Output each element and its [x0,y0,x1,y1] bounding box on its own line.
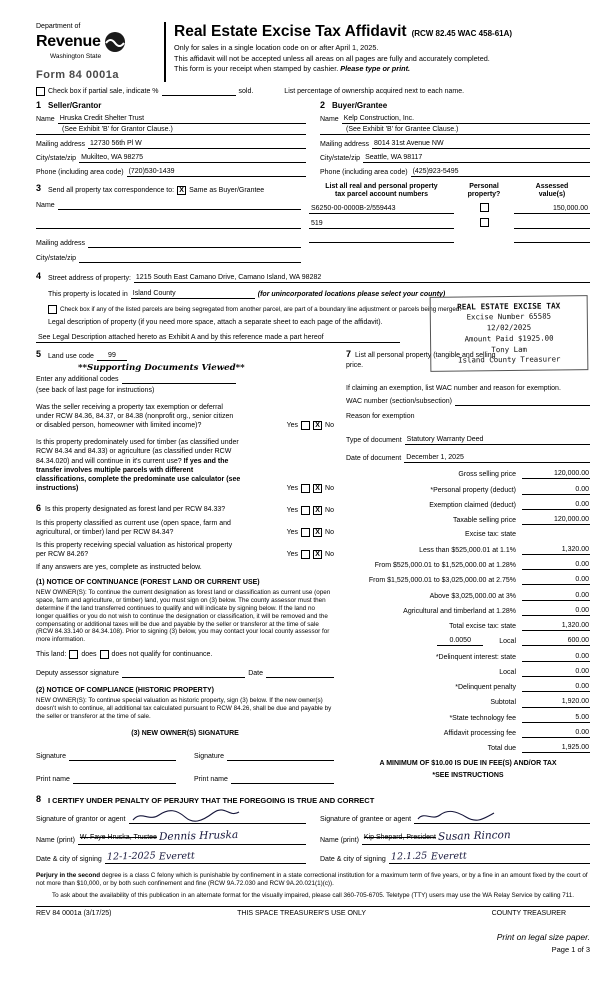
buyer-exhibit-line: (See Exhibit 'B' for Grantee Clause.) [320,125,590,135]
deputy-assessor-signature-field[interactable] [122,669,245,678]
owner1-printname-label: Print name [36,776,70,784]
tier4-field[interactable]: 0.00 [522,591,590,601]
assessed-value-field-3[interactable] [514,233,590,243]
parties-section [36,100,590,177]
parcel-numbers-header [309,183,454,199]
q4-yes-checkbox[interactable] [301,528,310,537]
grantor-date-label: Date & city of signing [36,855,102,863]
header-note-1: Only for sales in a single location code on or after April 1, 2025. [174,43,379,53]
exemption-claimed-field[interactable]: 0.00 [522,500,590,510]
parcel-header-line1: List all real and personal property [325,183,438,191]
document-date-label: Date of document [346,455,402,463]
reason-for-exemption-label: Reason for exemption [346,412,415,420]
parcel-number-field-3[interactable] [309,233,454,243]
agricultural-label: Agricultural and timberland at 1.28% [403,607,516,615]
timber-agriculture-question [36,438,334,493]
owner2-signature-field[interactable] [227,752,334,761]
q4-yes-no-group [287,528,334,537]
tier3-label: From $1,525,000.01 to $3,025,000.00 at 2.75% [368,577,516,585]
owner1-signature-field[interactable] [69,752,176,761]
additional-codes-label: Enter any additional codes [36,375,119,383]
grantee-name-field[interactable] [362,830,590,845]
subtotal-field[interactable]: 1,920.00 [522,697,590,707]
main-columns [36,349,590,784]
answers-yes-note: If any answers are yes, complete as instructed below. [36,563,202,571]
header-note-3 [174,64,590,73]
fin-row-delinquent-interest [346,652,590,662]
treasurer-space-label: THIS SPACE TREASURER'S USE ONLY [237,909,366,917]
personal-header-line2: property? [467,191,501,199]
total-due-label: Total due [487,745,516,753]
title-block [164,22,590,82]
send-correspondence-label: Send all property tax correspondence to: [48,186,175,194]
owner2-signature-label: Signature [194,753,224,761]
tier2-field[interactable]: 0.00 [522,560,590,570]
stamp-excise-number: Excise Number 65585 [466,311,552,322]
this-land-label: This land: [36,651,67,659]
q1-yes-no-group [287,421,334,430]
delinquent-interest-state-label: *Delinquent interest: state [435,653,516,661]
wac-number-label: WAC number (section/subsection) [346,397,452,405]
grantor-signature-block [36,809,306,864]
historic-property-text: Is this property receiving special valuation as historical property per RCW 84.26? [36,541,233,558]
stamp-date: 12/02/2025 [486,322,532,333]
grantee-date-field[interactable] [389,851,590,864]
corr-name-label: Name [36,201,55,209]
seller-heading: Seller/Grantor [48,101,102,111]
q5-no-checkbox[interactable]: X [313,550,322,559]
perjury-paragraph [36,872,590,888]
exemption-claim-label: If claiming an exemption, list WAC number and reason for exemption. [346,384,561,392]
land-use-code-label: Land use code [48,352,94,360]
does-not-checkbox[interactable] [100,650,109,659]
q2-no-label: No [325,484,334,492]
q3-yes-checkbox[interactable] [301,506,310,515]
owner2-printname-field[interactable] [231,775,334,784]
deputy-assessor-row [36,669,334,678]
total-excise-state-field[interactable]: 1,320.00 [522,621,590,631]
personal-property-deduct-field[interactable]: 0.00 [522,485,590,495]
does-not-label: does not qualify for continuance. [111,651,213,659]
fin-row-tier2 [346,560,590,570]
buyer-heading: Buyer/Grantee [332,101,388,111]
seller-name-label: Name [36,115,55,123]
q4-yes-label: Yes [286,528,299,536]
located-in-label: This property is located in [48,290,128,298]
buyer-grantee-block [320,100,590,177]
tier1-label: Less than $525,000.01 at 1.1% [419,546,516,554]
see-instructions-note: *SEE INSTRUCTIONS [432,771,504,779]
timber-text-normal: Is this property predominately used for timber (as classified under RCW 84.34 and 84.33) or agriculture (as classified under RCW 84.34.020) and will continue in it's current use? [36,439,239,465]
delinquent-penalty-field[interactable]: 0.00 [522,682,590,692]
fin-row-local [346,636,590,646]
delinquent-interest-local-label: Local [499,668,516,676]
assessed-value-field-2[interactable] [514,219,590,229]
additional-codes-field[interactable] [122,375,236,384]
fin-row-excise-state [346,530,590,539]
notice2-title: (2) NOTICE OF COMPLIANCE (HISTORIC PROPERTY) [36,687,214,695]
q1-no-label: No [325,422,334,430]
sold-label: sold. [238,87,254,95]
header-note-2: This affidavit will not be accepted unless all areas on all pages are fully and accurately completed. [174,53,490,63]
q3-yes-no-group [287,506,334,515]
exemption-claimed-label: Exemption claimed (deduct) [429,501,516,509]
grantor-name-print-label: Name (print) [36,836,75,844]
street-address-label: Street address of property: [48,274,131,282]
personal-property-deduct-label: *Personal property (deduct) [430,486,516,494]
grantee-date-label: Date & city of signing [320,855,386,863]
q2-no-checkbox[interactable]: X [313,484,322,493]
footer-row [36,906,590,918]
personal-property-header [460,183,508,199]
excise-tax-state-label: Excise tax: state [465,531,516,539]
perjury-lead: Perjury in the second [36,871,101,879]
fin-row-total-state [346,621,590,631]
section7-number: 7 [346,349,352,360]
stamp-amount-paid: Amount Paid $1925.00 [464,333,554,344]
section3-number: 3 [36,183,42,194]
grantor-signature-field[interactable] [129,809,306,824]
section6-number: 6 [36,502,42,513]
grantee-signature-block [320,809,590,864]
taxable-selling-price-label: Taxable selling price [452,517,516,525]
deputy-assessor-label: Deputy assessor signature [36,670,119,678]
notice3-title: (3) NEW OWNER(S) SIGNATURE [131,730,239,738]
new-owner-signature-row [36,752,334,761]
codes-instructions-note: (see back of last page for instructions) [36,386,155,394]
type-or-print-note: Please type or print. [340,64,411,74]
land-qualify-row [36,650,334,659]
grantor-name-field[interactable] [78,830,306,845]
agricultural-field[interactable]: 0.00 [522,606,590,616]
q1-yes-checkbox[interactable] [301,421,310,430]
seller-phone-label: Phone (including area code) [36,168,124,176]
seller-phone-field[interactable]: (720)530-1439 [127,167,306,177]
local-field[interactable]: 600.00 [522,636,590,646]
grantee-city-handwritten: Everett [430,850,467,863]
local-label: Local [499,638,516,646]
does-label: does [81,651,97,659]
corr-name-field[interactable] [58,201,301,210]
notice2-body: NEW OWNER(S): To continue special valuation as historic property, sign (3) below. If the new owner(s) doesn't wish to continue, all additional tax calculated pursuant to RCW 84.26, shall be due and payable by the seller or transferor at the time of sale. [36,697,332,721]
fin-row-personal-deduct [346,485,590,495]
grantee-name-print-label: Name (print) [320,836,359,844]
owner1-printname-field[interactable] [73,775,176,784]
delinquent-interest-state-field[interactable]: 0.00 [522,652,590,662]
segregated-label: Check box if any of the listed parcels are being segregated from another parcel, are part of a boundary line adjustment or parcels being merged. [60,305,462,313]
assessed-value-header [514,183,590,199]
q3-yes-label: Yes [286,506,299,514]
affidavit-processing-fee-field[interactable]: 0.00 [522,728,590,738]
legal-size-note: Print on legal size paper. [496,931,590,942]
receipt-note: This form is your receipt when stamped by cashier. [174,64,341,74]
minimum-due-note: A MINIMUM OF $10.00 IS DUE IN FEE(S) AND/OR TAX [379,760,557,768]
exemption-deferral-question [36,403,334,430]
fin-row-processing-fee [346,728,590,738]
fin-row-subtotal [346,697,590,707]
rev-number: REV 84 0001a (3/17/25) [36,909,112,917]
fin-row-tier3 [346,575,590,585]
certification-section [36,794,590,864]
partial-sale-percent-field[interactable] [162,87,236,96]
grantor-signature-scribble [131,809,241,823]
subtotal-label: Subtotal [490,699,516,707]
q4-no-checkbox[interactable]: X [313,528,322,537]
seller-address-label: Mailing address [36,140,86,148]
gross-selling-price-label: Gross selling price [458,471,516,479]
fin-row-delinquent-penalty [346,682,590,692]
assessed-header-line1: Assessed [535,183,569,191]
affidavit-processing-fee-label: Affidavit processing fee [443,730,516,738]
parcel-header-line2: tax parcel account numbers [335,191,428,199]
buyer-address-label: Mailing address [320,140,370,148]
owner1-signature-label: Signature [36,753,66,761]
buyer-city-field[interactable]: Seattle, WA 98117 [363,153,590,163]
grantee-name-handwritten: Susan Rincon [437,829,511,843]
q4-no-label: No [325,528,334,536]
sale-price-column [346,349,590,784]
document-date-field[interactable]: December 1, 2025 [404,453,590,463]
tier1-field[interactable]: 1,320.00 [522,545,590,555]
street-address-field[interactable]: 1215 South East Camano Drive, Camano Island, WA 98282 [134,273,590,283]
title-rcw-reference: (RCW 82.45 WAC 458-61A) [411,29,513,38]
deputy-date-label: Date [248,670,263,678]
state-technology-fee-field[interactable]: 5.00 [522,713,590,723]
seller-name-field[interactable]: Hruska Credit Shelter Trust [58,114,306,124]
ownership-percent-note: List percentage of ownership acquired next to each name. [284,87,465,95]
q1-yes-label: Yes [286,422,299,430]
q2-yes-checkbox[interactable] [301,484,310,493]
forest-land-question [36,503,334,515]
q2-yes-label: Yes [286,484,299,492]
county-treasurer-label: COUNTY TREASURER [491,909,566,917]
grantor-city-handwritten: Everett [159,850,196,863]
grantee-signature-scribble [416,809,496,823]
corr-address-field[interactable] [88,239,301,248]
deputy-date-field[interactable] [266,669,334,678]
signature-grid [36,809,590,864]
local-rate-field[interactable]: 0.0050 [437,636,483,646]
fin-row-total-due [346,743,590,753]
exemption-deferral-text: Was the seller receiving a property tax exemption or deferral under RCW 84.36, 84.37, or 84.38 (nonprofit org., senior citizen or disabled person, homeowner with limited income)? [36,404,234,430]
timber-agriculture-text [36,438,241,493]
dept-of-label: Department of [36,23,81,30]
delinquent-interest-local-field[interactable]: 0.00 [522,667,590,677]
buyer-phone-field[interactable]: (425)923-5495 [411,167,590,177]
owner2-printname-label: Print name [194,776,228,784]
state-technology-fee-label: *State technology fee [449,714,516,722]
fin-row-tech-fee [346,713,590,723]
grantor-name-handwritten: Dennis Hruska [158,828,239,844]
stamp-title: REAL ESTATE EXCISE TAX [457,301,561,312]
gross-selling-price-field[interactable]: 120,000.00 [522,469,590,479]
dor-logo-icon [104,31,126,53]
corr-address-label: Mailing address [36,239,86,247]
q1-no-checkbox[interactable]: X [313,421,322,430]
corr-name-field-2[interactable] [36,220,301,229]
q5-no-label: No [325,550,334,558]
grantor-name-printed: W. Faye Hruska, Trustee [79,834,157,841]
personal-property-checkbox-2[interactable] [480,218,489,227]
corr-city-label: City/state/zip [36,254,77,262]
form-number-stamp: Form 84 0001a [36,68,119,81]
stamp-cashier-name: Tony Lam [491,344,528,354]
corr-city-field[interactable] [79,254,301,263]
buyer-city-label: City/state/zip [320,154,361,162]
new-owner-printname-row [36,775,334,784]
q5-yes-checkbox[interactable] [301,550,310,559]
perjury-body: degree is a class C felony which is punishable by confinement in a state correctional institution for a maximum term of five years, or by a fine in an amount fixed by the court of not more than $10,000, or by both such confinement and fine (RCW 9A.72.030 and RCW 9A.20.021(1)(c)). [36,871,588,887]
partial-sale-checkbox[interactable] [36,87,45,96]
fin-row-tier4 [346,591,590,601]
section4-number: 4 [36,271,42,282]
q3-no-label: No [325,506,334,514]
personal-property-label: List all personal property (tangible and selling price. [346,352,496,369]
grantor-date-handwritten: 12-1-2025 [106,850,156,863]
same-as-buyer-label: Same as Buyer/Grantee [189,186,265,194]
grantee-date-handwritten: 12.1.25 [390,850,428,863]
tier3-field[interactable]: 0.00 [522,575,590,585]
buyer-phone-label: Phone (including area code) [320,168,408,176]
section1-number: 1 [36,99,42,110]
fin-row-agri [346,606,590,616]
section5-number: 5 [36,349,42,360]
historic-property-question [36,541,334,559]
county-note: (for unincorporated locations please select your county) [257,290,446,298]
seller-city-field[interactable]: Mukilteo, WA 98275 [79,153,306,163]
seller-address-field[interactable]: 12730 56th Pl W [88,139,306,149]
q3-no-checkbox[interactable]: X [313,506,322,515]
section2-number: 2 [320,99,326,110]
parcel-number-field-1[interactable]: S6250-00-0000B-2/559443 [309,204,454,214]
grantee-signature-label: Signature of grantee or agent [320,815,412,823]
fin-row-tier1 [346,545,590,555]
fin-row-exemption-deduct [346,500,590,510]
legal-description-field[interactable]: See Legal Description attached hereto as Exhibit A and by this reference made a part hereof [36,333,400,343]
current-use-text: Is this property classified as current use (open space, farm and agricultural, or timber) land per RCW 84.34? [36,519,231,536]
total-due-field[interactable]: 1,925.00 [522,743,590,753]
legal-description-label: Legal description of property (if you need more space, attach a separate sheet to each page of the affidavit). [48,318,383,326]
parcel-table [309,183,590,263]
personal-header-line1: Personal [469,183,499,191]
partial-sale-label: Check box if partial sale, indicate % [48,87,159,95]
alternate-format-note: To ask about the availability of this publication in an alternate format for the visually impaired, please call 360-705-6705. Teletype (TTY) users may use the WA Relay Service by calling 711. [51,891,575,899]
q5-yes-no-group [287,550,334,559]
parcel-number-field-2[interactable]: 519 [309,219,454,229]
correspondence-fields [36,183,301,263]
q5-yes-label: Yes [286,550,299,558]
forest-land-question-text: Is this property designated as forest land per RCW 84.33? [45,505,226,513]
fin-row-taxable [346,515,590,525]
revenue-wordmark: Revenue [36,32,101,50]
tier2-label: From $525,000.01 to $1,525,000.00 at 1.28% [374,561,516,569]
form-header [36,22,590,82]
personal-property-cell-2 [460,218,508,229]
fin-row-delinquent-local [346,667,590,677]
land-use-column [36,349,334,784]
document-type-field[interactable]: Statutory Warranty Deed [405,435,590,445]
land-use-code-field[interactable]: 99 [97,351,127,361]
segregated-checkbox[interactable] [48,305,57,314]
treasurer-stamp [430,295,589,372]
financial-rows [346,469,590,753]
current-use-question [36,519,334,537]
seller-grantor-block [36,100,306,177]
personal-property-cell-1 [460,203,508,214]
grantee-signature-field[interactable] [414,809,590,824]
partial-sale-row [36,87,590,96]
q2-yes-no-group [287,484,334,493]
fin-row-gross [346,469,590,479]
does-checkbox[interactable] [69,650,78,659]
tier4-label: Above $3,025,000.00 at 3% [429,592,516,600]
supporting-documents-stamp: **Supporting Documents Viewed** [78,362,245,373]
excise-tax-state-spacer [522,531,590,539]
assessed-header-line2: value(s) [538,191,566,199]
section8-number: 8 [36,794,42,805]
page-title: Real Estate Excise Tax Affidavit [174,23,407,40]
buyer-name-field[interactable]: Kelp Construction, Inc. [342,114,590,124]
certify-statement: I CERTIFY UNDER PENALTY OF PERJURY THAT THE FOREGOING IS TRUE AND CORRECT [48,796,375,806]
wac-number-field[interactable] [455,397,590,406]
document-type-label: Type of document [346,437,402,445]
seller-exhibit-line: (See Exhibit 'B' for Grantor Clause.) [36,125,306,135]
taxable-selling-price-field[interactable]: 120,000.00 [522,515,590,525]
assessed-value-field-1[interactable]: 150,000.00 [514,204,590,214]
grantee-name-printed: Kip Shepard, President [363,834,436,841]
page-number: Page 1 of 3 [551,944,590,954]
revenue-logo-row [36,31,154,53]
grantor-date-field[interactable] [105,851,306,864]
forest-land-text [36,503,241,515]
notice1-title: (1) NOTICE OF CONTINUANCE (FOREST LAND OR CURRENT USE) [36,579,260,587]
stamp-treasurer-title: Island County Treasurer [458,354,561,365]
total-excise-state-label: Total excise tax: state [449,623,516,631]
delinquent-penalty-label: *Delinquent penalty [455,684,516,692]
notice1-body: NEW OWNER(S): To continue the current designation as forest land or classification as current use (open space, farm and agriculture, or timber) land, you must sign on (3) below. The county assessor must then determine if the land transferred continues to qualify and will indicate by signing below. If the land no longer qualifies or you do not wish to continue the designation or classification, it will be removed and the compensating or additional taxes will be due and payable by the seller or transferor at the time of sale (RCW 84.33.140 or 84.34.108). Prior to signing (3) below, you may contact your local county assessor for more information. [36,589,331,644]
county-field[interactable]: Island County [131,289,255,299]
grantor-signature-label: Signature of grantor or agent [36,815,126,823]
dor-logo-block [36,22,154,82]
personal-property-checkbox-1[interactable] [480,203,489,212]
buyer-name-label: Name [320,115,339,123]
same-as-buyer-checkbox[interactable]: X [177,186,186,195]
seller-city-label: City/state/zip [36,154,77,162]
buyer-address-field[interactable]: 8014 31st Avenue NW [372,139,590,149]
washington-state-label: Washington State [50,53,102,61]
timber-text-bold: If yes and the transfer involves multiple parcels with different classifications, complete the predominate use calculator (see instructions) [36,457,241,492]
tax-correspondence-section [36,183,590,263]
